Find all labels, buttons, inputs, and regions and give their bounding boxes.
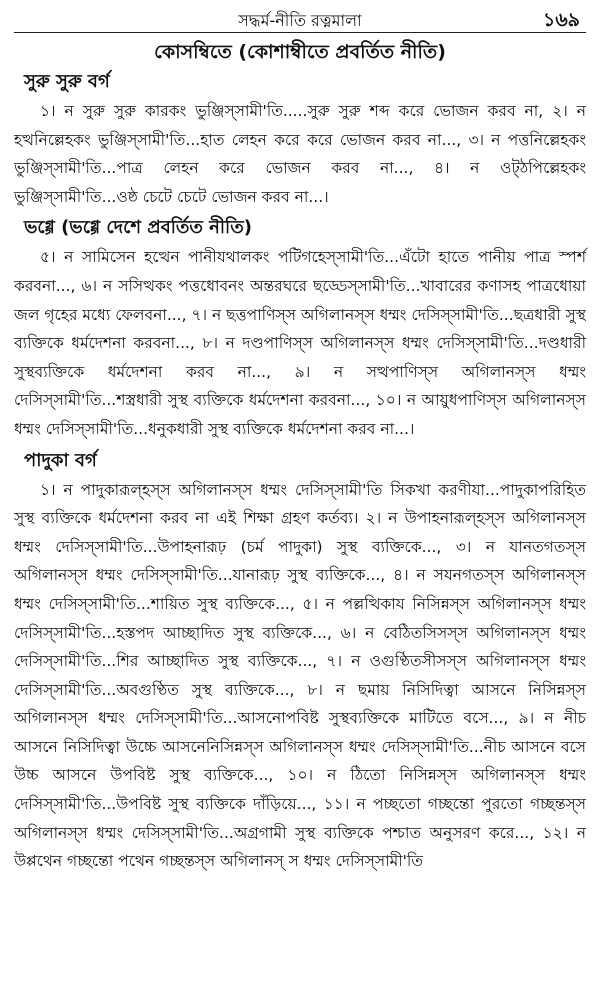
section-heading-suru-suru: সুরু সুরু বর্গ bbox=[24, 71, 110, 92]
page-number: ১৬৯ bbox=[542, 9, 580, 31]
running-header bbox=[14, 6, 586, 33]
section-body-suru-suru: ১। ন সুরু সুরু কারকং ভুঞ্জিস্সামী'তি.....সুরু সুরু শব্দ করে ভোজন করব না, ২। ন হত্থনিল্লেহকং ভুঞ্জিস্সামী'তি...হাত লেহন করে করে ভোজন করব না..., ৩। ন পত্তনিল্লেহকং ভুঞ্জিস্সামী'তি...পাত্র লেহন করে ভোজন করব না..., ৪। ন ওট্‌ঠপিল্লেহকং ভুঞ্জিস্সামী'তি...ওষ্ঠ চেটে চেটে ভোজন করব না...। bbox=[14, 102, 586, 206]
section-body-bhagge: ৫। ন সামিসেন হত্থেন পানীযথালকং পটিগহেস্সামী'তি...এঁটো হাতে পানীয় পাত্র স্পর্শ করবনা..., ৬। ন সসিত্থকং পত্তধোবনং অন্তরঘরে ছড্ডেস্সামী'তি...খাবারের কণাসহ পাত্রধোয়া জল গৃহের মধ্যে ফেলবনা..., ৭। ন ছত্তপাণিস্স অগিলানস্স ধম্মং দেসিস্সামী'তি...ছত্রধারী সুস্থ ব্যক্তিকে ধর্মদেশনা করবনা..., ৮। ন দণ্ডপাণিস্স অগিলানস্স ধম্মং দেসিস্সামী'তি...দণ্ডধারী সুস্থব্যক্তিকে ধর্মদেশনা করব না..., ৯। ন সত্থপাণিস্স অগিলানস্স ধম্মং দেসিস্সামী'তি...শস্ত্রধারী সুস্থ ব্যক্তিকে ধর্মদেশনা করবনা..., ১০। ন আয়ুধপাণিস্স অগিলানস্স ধম্মং দেসিস্সামী'তি...ধনুকধারী সুস্থ ব্যক্তিকে ধর্মদেশনা করব না...। bbox=[14, 248, 586, 438]
section-heading-paduka: পাদুকা বর্গ bbox=[24, 449, 97, 471]
section-body-paduka: ১। ন পাদুকারূল্হস্স অগিলানস্স ধম্মং দেসিস্সামী'তি সিকখা করণীযা...পাদুকাপরিহিত সুস্থ ব্যক্তিকে ধর্মদেশনা করব না এই শিক্ষা গ্রহণ কর্তব্য। ২। ন উপাহনারূল্হস্স অগিলানস্স ধম্মং দেসিস্সামী'তি...উপাহনারূঢ় (চর্ম পাদুকা) সুস্থ ব্যক্তিকে..., ৩। ন যানতগতস্স অগিলানস্স ধম্মং দেসিস্সামী'তি...যানারূঢ় সুস্থ ব্যক্তিকে..., ৪। ন সযনগতস্স অগিলানস্স ধম্মং দেসিস্সামী'তি...শায়িত সুস্থ ব্যক্তিকে..., ৫। ন পল্লত্থিকায নিসিন্নস্স অগিলানস্স ধম্মং দেসিস্সামী'তি...হস্তপদ আচ্ছাদিত সুস্থ ব্যক্তিকে..., ৬। ন বেঠিতসিসস্স অগিলানস্স ধম্মং দেসিস্সামী'তি...শির আচ্ছাদিত সুস্থ ব্যক্তিকে..., ৭। ন ওগুণ্ঠিতসীসস্স অগিলানস্স ধম্মং দেসিস্সামী'তি...অবগুণ্ঠিত সুস্থ ব্যক্তিকে..., ৮। ন ছমায় নিসিদিত্বা আসনে নিসিন্নস্স অগিলানস্স ধম্মং দেসিস্সামী'তি...আসনোপবিষ্ট সুস্থব্যক্তিকে মাটিতে বসে..., ৯। ন নীচ আসনে নিসিদিত্বা উচ্চে আসনেনিসিন্নস্স অগিলানস্স ধম্মং দেসিস্সামী'তি...নীচ আসনে বসে উচ্চ আসনে উপবিষ্ট সুস্থ ব্যক্তিকে..., ১০। ন ঠিতো নিসিন্নস্স অগিলানস্স ধম্মং দেসিস্সামী'তি...উপবিষ্ট সুস্থ ব্যক্তিকে দাঁড়িয়ে..., ১১। ন পচ্ছতো গচ্ছন্তো পুরতো গচ্ছন্তস্স অগিলানস্স ধম্মং দেসিস্সামী'তি...অগ্রগামী সুস্থ ব্যক্তিকে পশ্চাত অনুসরণ করে..., ১২। ন উপ্পথেন গচ্ছন্তো পথেন গচ্ছন্তস্স অগিলানস্ স ধম্মং দেসিস্সামী'তি bbox=[14, 480, 586, 871]
section-title: কোসম্বিতে (কোশাম্বীতে প্রবর্তিত নীতি) bbox=[154, 41, 446, 63]
running-title: সদ্ধর্ম-নীতি রত্নমালা bbox=[238, 11, 362, 30]
section-heading-bhagge: ভগ্গে (ভগ্গে দেশে প্রবর্তিত নীতি) bbox=[24, 217, 252, 239]
